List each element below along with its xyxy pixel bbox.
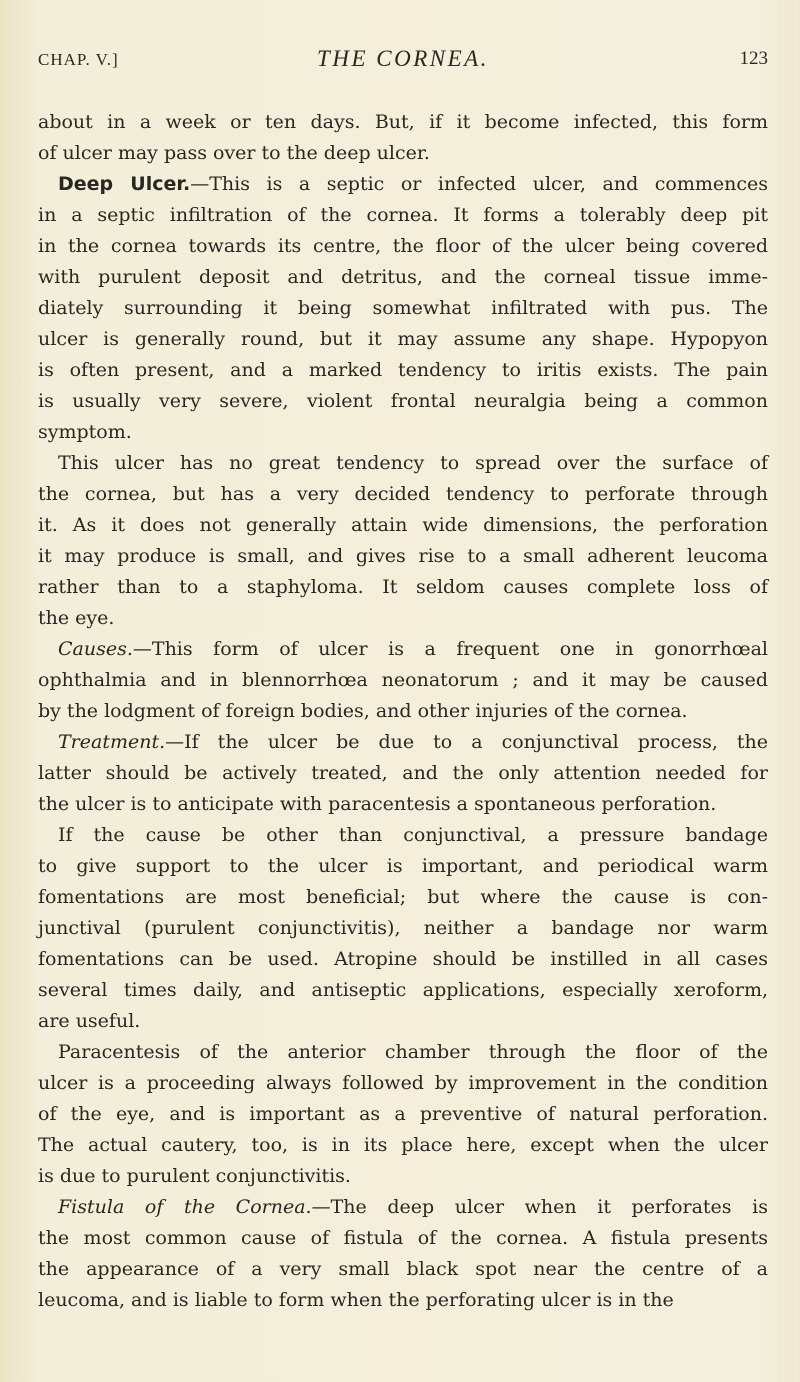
line-text: of ulcer may pass over to the deep ulcer. [38,142,430,164]
chapter-label: CHAP. V.] [38,50,119,69]
body-text [38,107,768,1316]
line-text: —This form of ulcer is a frequent one in gonorrhœal [132,638,768,660]
line-text: —The deep ulcer when it perforates is [311,1196,768,1218]
section-heading: Treatment. [58,731,166,753]
line-text: is usually very severe, violent frontal neuralgia being a common [38,390,768,412]
text-line [38,448,768,479]
line-text: junctival (purulent conjunctivitis), neither a bandage nor warm [38,917,768,939]
text-line [38,138,768,169]
text-line [38,510,768,541]
text-line [38,975,768,1006]
line-text: ophthalmia and in blennorrhœa neonatorum ; and it may be caused [38,669,768,691]
text-line [38,1192,768,1223]
text-line [38,107,768,138]
line-text: latter should be actively treated, and the only attention needed for [38,762,768,784]
line-text: fomentations can be used. Atropine should be instilled in all cases [38,948,768,970]
text-line [38,169,768,200]
text-line [38,541,768,572]
text-line [38,262,768,293]
line-text: ulcer is a proceeding always followed by improvement in the condition [38,1072,768,1094]
line-text: Paracentesis of the anterior chamber through the floor of the [58,1041,768,1063]
text-line [38,293,768,324]
section-heading: Fistula of the Cornea. [58,1196,312,1218]
text-line [38,727,768,758]
text-line [38,851,768,882]
line-text: This ulcer has no great tendency to spread over the surface of [58,452,768,474]
text-line [38,665,768,696]
line-text: the eye. [38,607,115,629]
text-line [38,1068,768,1099]
line-text: If the cause be other than conjunctival, a pressure bandage [58,824,768,846]
section-heading: Deep Ulcer. [58,173,191,195]
line-text: in the cornea towards its centre, the floor of the ulcer being covered [38,235,768,257]
text-line [38,696,768,727]
page-title: THE CORNEA. [317,46,489,71]
line-text: ulcer is generally round, but it may assume any shape. Hypopyon [38,328,768,350]
text-line [38,1223,768,1254]
text-line [38,1037,768,1068]
text-line [38,820,768,851]
line-text: by the lodgment of foreign bodies, and other injuries of the cornea. [38,700,688,722]
text-line [38,479,768,510]
line-text: to give support to the ulcer is important, and periodical warm [38,855,768,877]
line-text: about in a week or ten days. But, if it become infected, this form [38,111,768,133]
line-text: symptom. [38,421,132,443]
text-line [38,386,768,417]
line-text: rather than to a staphyloma. It seldom causes complete loss of [38,576,768,598]
line-text: is due to purulent conjunctivitis. [38,1165,351,1187]
line-text: diately surrounding it being somewhat infiltrated with pus. The [38,297,768,319]
text-line [38,417,768,448]
text-line [38,1130,768,1161]
running-header [38,46,768,76]
text-line [38,1254,768,1285]
line-text: fomentations are most beneficial; but where the cause is con- [38,886,768,908]
line-text: several times daily, and antiseptic applications, especially xeroform, [38,979,768,1001]
text-line [38,758,768,789]
line-text: The actual cautery, too, is in its place here, except when the ulcer [38,1134,768,1156]
text-line [38,634,768,665]
text-line [38,1161,768,1192]
line-text: —If the ulcer be due to a conjunctival process, the [165,731,768,753]
line-text: the appearance of a very small black spot near the centre of a [38,1258,768,1280]
line-text: with purulent deposit and detritus, and the corneal tissue imme- [38,266,768,288]
line-text: the most common cause of fistula of the cornea. A fistula presents [38,1227,768,1249]
text-line [38,882,768,913]
line-text: it. As it does not generally attain wide dimensions, the perforation [38,514,768,536]
text-line [38,603,768,634]
text-line [38,913,768,944]
text-line [38,324,768,355]
text-line [38,1099,768,1130]
line-text: leucoma, and is liable to form when the perforating ulcer is in the [38,1289,674,1311]
line-text: are useful. [38,1010,141,1032]
text-line [38,944,768,975]
line-text: in a septic infiltration of the cornea. It forms a tolerably deep pit [38,204,768,226]
line-text: of the eye, and is important as a preventive of natural perforation. [38,1103,768,1125]
text-line [38,572,768,603]
text-line [38,1285,768,1316]
section-heading: Causes. [58,638,133,660]
line-text: —This is a septic or infected ulcer, and commences [190,173,769,195]
text-line [38,355,768,386]
line-text: the cornea, but has a very decided tendency to perforate through [38,483,768,505]
line-text: it may produce is small, and gives rise to a small adherent leucoma [38,545,768,567]
text-line [38,200,768,231]
line-text: the ulcer is to anticipate with paracentesis a spontaneous perforation. [38,793,717,815]
page-number: 123 [739,48,768,69]
text-line [38,1006,768,1037]
text-line [38,231,768,262]
text-line [38,789,768,820]
line-text: is often present, and a marked tendency to iritis exists. The pain [38,359,768,381]
